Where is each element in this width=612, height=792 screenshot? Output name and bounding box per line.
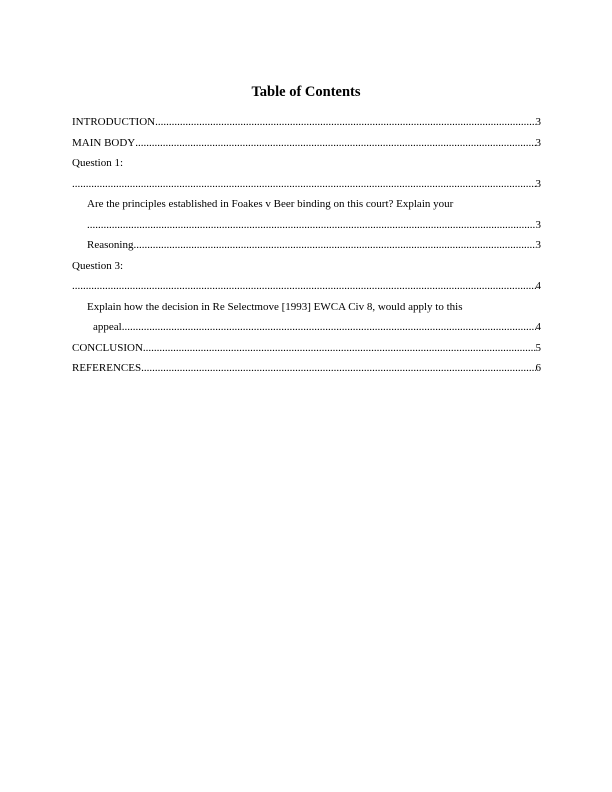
toc-page-number: 5	[535, 341, 541, 354]
toc-entry-main-body[interactable]	[72, 133, 541, 154]
dot-leader	[87, 215, 536, 236]
toc-page-number: 3	[535, 136, 541, 149]
toc-entry-label: INTRODUCTION	[72, 116, 156, 128]
toc-page-number: 4	[535, 280, 541, 292]
toc-page-number: 3	[535, 116, 541, 128]
toc-page-number: 3	[535, 177, 541, 190]
toc-page-number: 3	[535, 218, 541, 231]
toc-entry-re-selectmove[interactable]	[72, 297, 541, 318]
dot-leader	[122, 317, 536, 338]
dot-leader	[72, 174, 536, 195]
toc-page-number: 4	[535, 321, 541, 333]
toc-entry-label: Are the principles established in Foakes v Beer binding on this court? Explain your	[87, 198, 454, 210]
toc-entry-label: Explain how the decision in Re Selectmove [1993] EWCA Civ 8, would apply to this	[87, 300, 463, 313]
toc-page-number: 3	[535, 239, 541, 251]
dot-leader	[72, 276, 536, 297]
dot-leader	[141, 358, 535, 379]
toc-entry-references[interactable]	[72, 358, 541, 379]
toc-entry-label: Question 1:	[72, 157, 124, 169]
toc-entry-reasoning[interactable]	[72, 235, 541, 256]
dot-leader	[143, 338, 536, 359]
toc-entry-label: Question 3:	[72, 259, 124, 272]
toc-entry-label: CONCLUSION	[72, 341, 143, 354]
toc-page-number: 6	[535, 362, 541, 374]
toc-entry-foakes-v-beer[interactable]	[72, 194, 541, 215]
toc-entry-question-3[interactable]	[72, 256, 541, 277]
toc-entry-question-1[interactable]	[72, 153, 541, 174]
dot-leader	[155, 112, 535, 133]
toc-entry-label: MAIN BODY	[72, 136, 136, 149]
toc-entry-foakes-v-beer-leader[interactable]	[72, 215, 541, 236]
toc-entry-question-3-leader[interactable]	[72, 276, 541, 297]
toc-entry-label: Reasoning	[87, 239, 134, 251]
dot-leader	[133, 235, 535, 256]
toc-entry-conclusion[interactable]	[72, 338, 541, 359]
toc-entry-label: REFERENCES	[72, 362, 142, 374]
toc-entry-introduction[interactable]	[72, 112, 541, 133]
toc-entry-re-selectmove-leader[interactable]	[72, 317, 541, 338]
toc-entry-continuation: appeal	[93, 321, 122, 333]
toc-entry-question-1-leader[interactable]	[72, 174, 541, 195]
toc-title: Table of Contents	[251, 84, 361, 100]
table-of-contents	[72, 112, 541, 379]
dot-leader	[135, 133, 535, 154]
